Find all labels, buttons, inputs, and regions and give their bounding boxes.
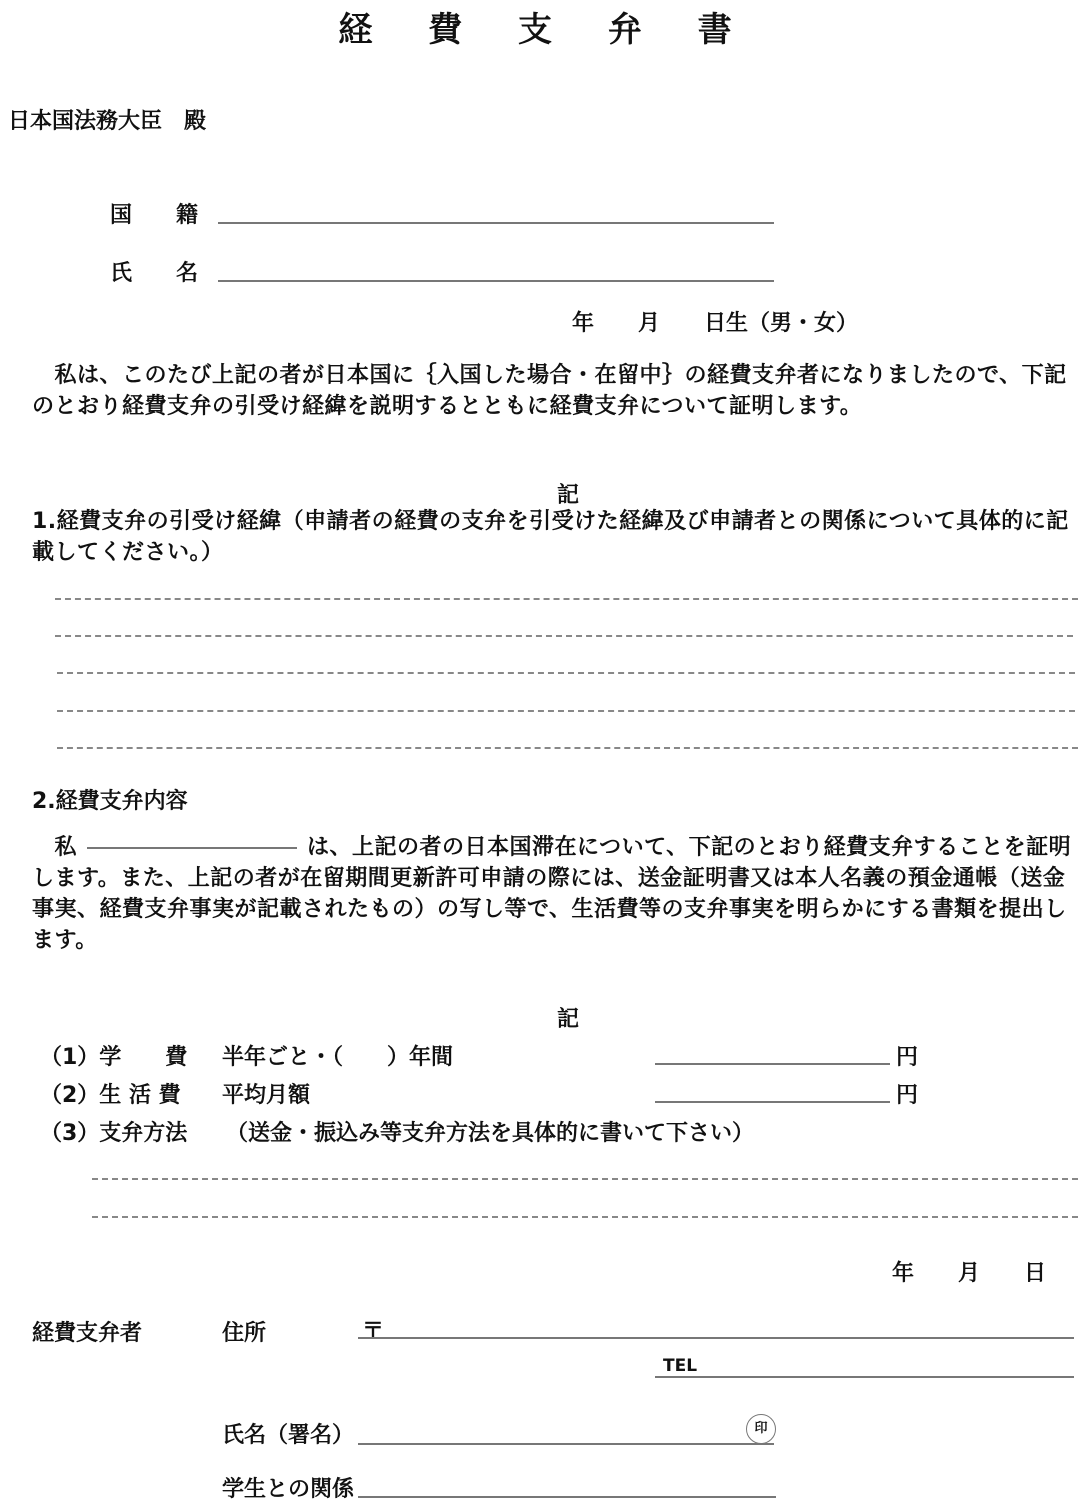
seal-mark-icon: 印: [746, 1414, 776, 1444]
item-living-label: （2）生 活 費: [40, 1083, 181, 1108]
item-tuition-label: （1）学 費: [40, 1045, 188, 1070]
relation-label: 学生との関係: [222, 1477, 355, 1502]
section2-paragraph: [32, 832, 1077, 956]
method-blank-line[interactable]: [92, 1216, 1078, 1218]
tel-field[interactable]: [655, 1376, 1074, 1378]
section1-blank-line[interactable]: [57, 710, 1075, 712]
name-field[interactable]: [218, 280, 774, 282]
tel-label: TEL: [663, 1356, 698, 1376]
ki-heading-1: 記: [556, 483, 579, 508]
birth-date-label: 年 月 日生（男・女）: [572, 311, 859, 336]
section1-blank-line[interactable]: [55, 635, 1073, 637]
supporter-heading: 経費支弁者: [32, 1321, 143, 1346]
living-amount-field[interactable]: [655, 1101, 890, 1103]
item-living-detail: 平均月額: [222, 1083, 311, 1108]
section1-blank-line[interactable]: [57, 747, 1078, 749]
item-method-label: （3）支弁方法: [40, 1121, 188, 1146]
living-unit: 円: [896, 1083, 919, 1108]
intro-paragraph: 私は、このたび上記の者が日本国に｛入国した場合・在留中｝の経費支弁者になりましたので、下記のとおり経費支弁の引受け経緯を説明するとともに経費支弁について証明します。: [32, 363, 1067, 419]
section2-heading: 2.経費支弁内容: [32, 789, 188, 814]
postal-mark: 〒: [362, 1319, 385, 1344]
section1-blank-line[interactable]: [55, 598, 1078, 600]
tuition-unit: 円: [896, 1045, 919, 1070]
relation-field[interactable]: [358, 1496, 776, 1498]
address-field[interactable]: [358, 1337, 1074, 1339]
document-title: 経 費 支 弁 書: [338, 10, 754, 50]
signature-field[interactable]: [358, 1443, 774, 1445]
supporter-name-inline-field[interactable]: [87, 847, 297, 849]
method-blank-line[interactable]: [92, 1178, 1078, 1180]
ki-heading-2: 記: [556, 1007, 579, 1032]
section1-blank-line[interactable]: [57, 672, 1075, 674]
nationality-field[interactable]: [218, 222, 774, 224]
addressee: 日本国法務大臣 殿: [8, 109, 207, 134]
signing-date-label: 年 月 日: [892, 1261, 1047, 1286]
nationality-label: 国 籍: [110, 203, 199, 228]
address-label: 住所: [222, 1321, 267, 1346]
item-method-detail: （送金・振込み等支弁方法を具体的に書いて下さい）: [226, 1121, 755, 1146]
section2-text: は、上記の者の日本国滞在について、下記のとおり経費支弁することを証明します。また、上記の者が在留期間更新許可申請の際には、送金証明書又は本人名義の預金通帳（送金事実、経費支弁事実が記載されたもの）の写し等で、生活費等の支弁事実を明らかにする書類を提出します。: [32, 835, 1072, 953]
name-label: 氏 名: [110, 261, 199, 286]
section2-prefix: 私: [32, 835, 78, 860]
tuition-amount-field[interactable]: [655, 1063, 890, 1065]
section1-heading: 1.経費支弁の引受け経緯（申請者の経費の支弁を引受けた経緯及び申請者との関係について具体的に記載してください。）: [32, 509, 1069, 565]
signature-label: 氏名（署名）: [222, 1423, 355, 1448]
item-tuition-detail: 半年ごと・（ ）年間: [222, 1045, 454, 1070]
